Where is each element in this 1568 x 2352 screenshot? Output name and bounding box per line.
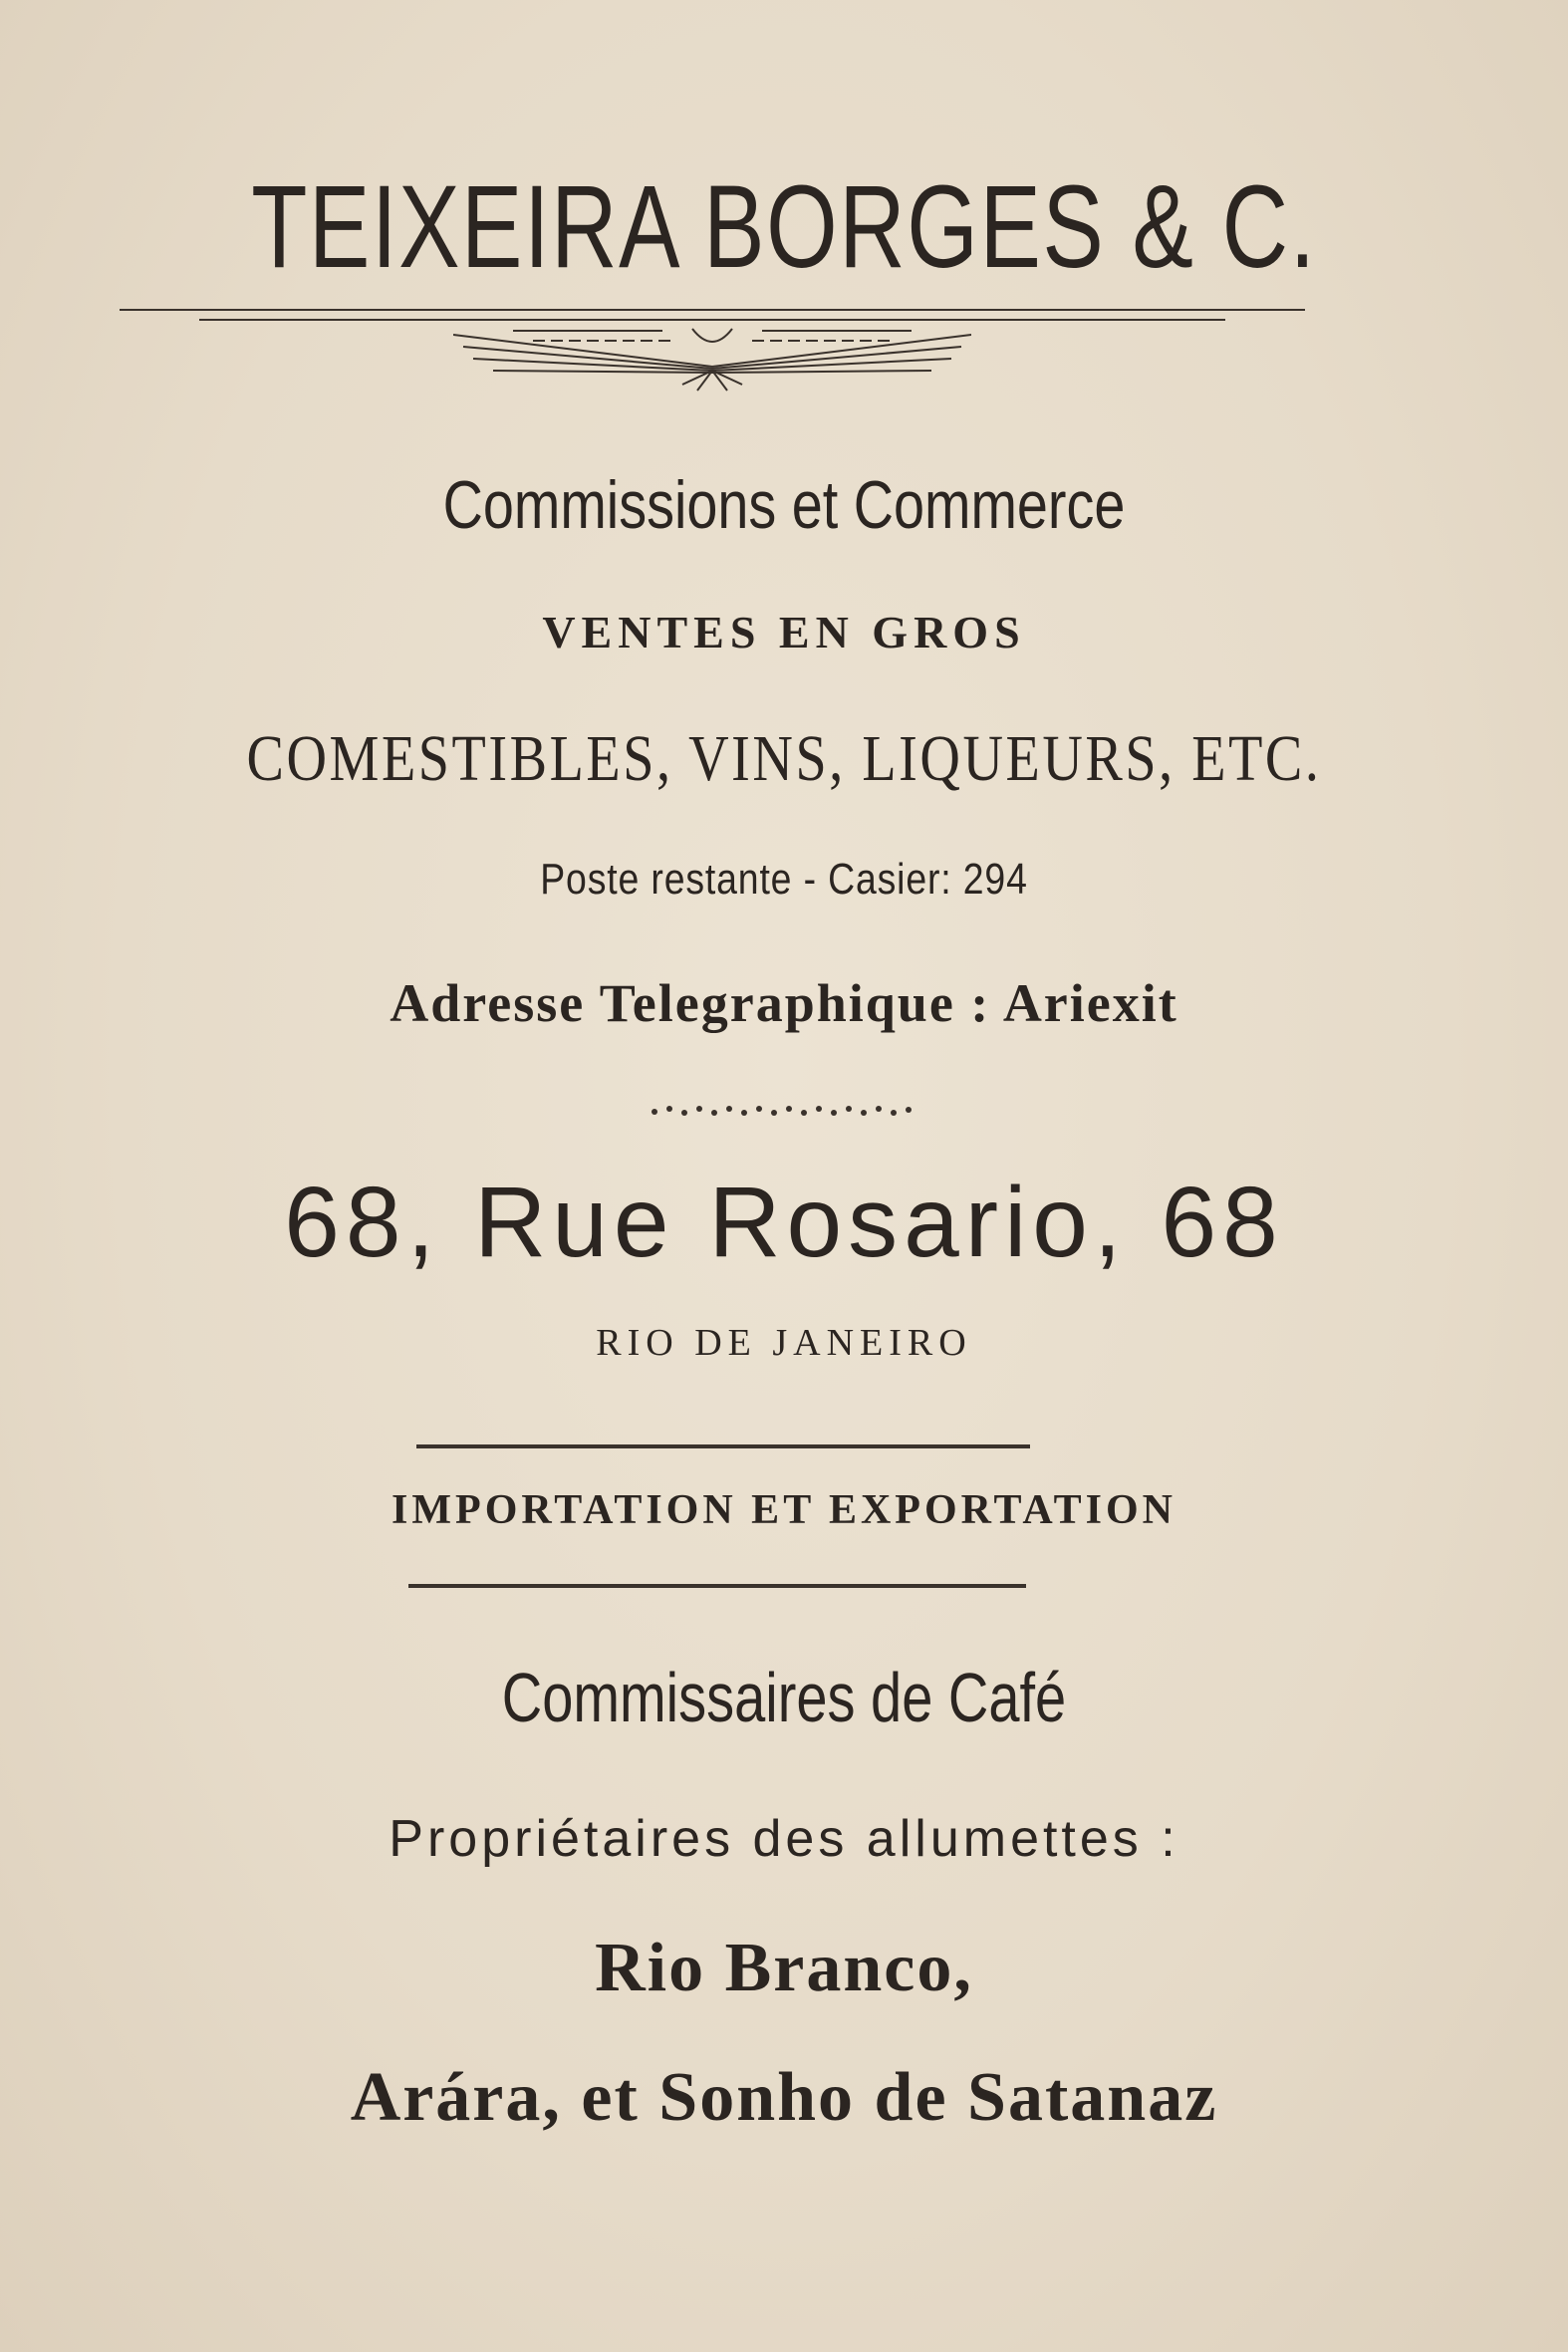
telegraph-address: Adresse Telegraphique : Ariexit (390, 973, 1178, 1033)
company-name: TEIXEIRA BORGES & C. (251, 161, 1317, 293)
products-line: COMESTIBLES, VINS, LIQUEURS, ETC. (246, 722, 1322, 795)
sales-heading: VENTES EN GROS (542, 607, 1026, 657)
tagline: Commissions et Commerce (442, 467, 1126, 543)
divider-rule (416, 1444, 1030, 1448)
brand-line-2: Arára, et Sonho de Satanaz (350, 2059, 1218, 2136)
dotted-divider (0, 1104, 1568, 1125)
top-rule (120, 309, 1305, 311)
sunburst-ornament-icon (453, 325, 971, 394)
brand-line-1: Rio Branco, (595, 1930, 973, 2006)
coffee-line: Commissaires de Café (501, 1659, 1067, 1736)
postal-box: Poste restante - Casier: 294 (540, 855, 1028, 904)
top-rule-inner (199, 319, 1225, 321)
owners-line: Propriétaires des allumettes : (389, 1810, 1179, 1868)
divider-rule (408, 1584, 1026, 1588)
trade-heading: IMPORTATION ET EXPORTATION (392, 1487, 1176, 1533)
street-address: 68, Rue Rosario, 68 (284, 1167, 1284, 1278)
city: RIO DE JANEIRO (596, 1322, 972, 1364)
